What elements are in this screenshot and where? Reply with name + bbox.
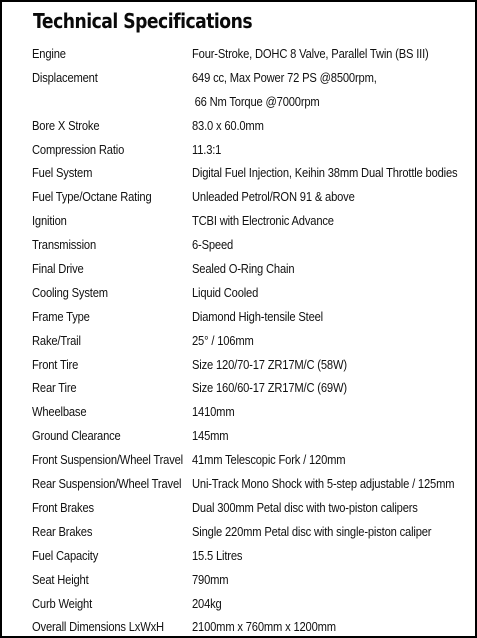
spec-label: Ignition [32,213,67,229]
spec-value: Diamond High-tensile Steel [192,308,324,324]
spec-value: 1410mm [192,404,235,420]
spec-row-ground-clearance [32,424,472,448]
spec-label: Rear Tire [32,380,77,396]
spec-row-transmission [32,233,472,257]
spec-value: 25° / 106mm [192,332,254,348]
spec-value: Size 120/70-17 ZR17M/C (58W) [192,356,347,372]
spec-label: Rear Suspension/Wheel Travel [32,476,182,492]
spec-row-rear-tire [32,376,472,400]
spec-label: Final Drive [32,261,84,277]
spec-value: TCBI with Electronic Advance [192,213,334,229]
spec-value: Size 160/60-17 ZR17M/C (69W) [192,380,347,396]
spec-label: Ground Clearance [32,428,121,444]
spec-row-cooling-system [32,281,472,305]
spec-value: Four-Stroke, DOHC 8 Valve, Parallel Twin (BS III) [192,46,429,61]
spec-value: Uni-Track Mono Shock with 5-step adjustable / 125mm [192,476,455,492]
spec-table [32,42,472,638]
spec-label: Front Suspension/Wheel Travel [32,452,183,468]
spec-row-ignition [32,209,472,233]
spec-label: Seat Height [32,571,89,587]
spec-value: 790mm [192,571,229,587]
spec-row-engine [32,42,472,66]
spec-label: Rake/Trail [32,332,81,348]
spec-label: Rear Brakes [32,523,93,539]
spec-row-displacement [32,66,472,114]
spec-label: Cooling System [32,284,108,300]
spec-row-wheelbase [32,400,472,424]
spec-value: Digital Fuel Injection, Keihin 38mm Dual Throttle bodies [192,165,458,181]
spec-row-bore-stroke [32,114,472,138]
spec-value: Single 220mm Petal disc with single-piston caliper [192,523,432,539]
spec-label: Bore X Stroke [32,117,100,133]
spec-label: Transmission [32,237,97,253]
spec-row-fuel-capacity [32,544,472,568]
spec-row-front-brakes [32,496,472,520]
spec-label: Fuel Type/Octane Rating [32,189,152,205]
spec-label: Compression Ratio [32,141,125,157]
spec-label: Displacement [32,69,98,85]
spec-value-line-2: 66 Nm Torque @7000rpm [194,93,320,109]
spec-label: Frame Type [32,308,90,324]
spec-label: Front Brakes [32,499,94,515]
spec-row-rear-brakes [32,520,472,544]
spec-value: 6-Speed [192,237,234,253]
spec-row-compression-ratio [32,138,472,162]
spec-label: Engine [32,46,66,61]
spec-value: Dual 300mm Petal disc with two-piston calipers [192,499,418,515]
spec-value [192,66,377,114]
spec-row-fuel-system [32,161,472,185]
spec-row-front-suspension [32,448,472,472]
spec-row-rear-suspension [32,472,472,496]
spec-label: Front Tire [32,356,79,372]
spec-value-line-1: 649 cc, Max Power 72 PS @8500rpm, [192,69,377,85]
spec-value: 2100mm x 760mm x 1200mm [192,619,336,635]
spec-value: 11.3:1 [192,141,222,157]
spec-row-final-drive [32,257,472,281]
spec-label: Fuel Capacity [32,547,99,563]
spec-value: 15.5 Litres [192,547,243,563]
spec-row-front-tire [32,353,472,377]
spec-row-overall-dimensions [32,615,472,638]
spec-value: 41mm Telescopic Fork / 120mm [192,452,346,468]
spec-label: Overall Dimensions LxWxH [32,619,164,635]
spec-value: Sealed O-Ring Chain [192,261,295,277]
spec-row-rake-trail [32,329,472,353]
page-title: Technical Specifications [33,9,253,33]
spec-value: 83.0 x 60.0mm [192,117,264,133]
spec-value: 204kg [192,595,222,611]
spec-value: 145mm [192,428,229,444]
spec-row-curb-weight [32,592,472,616]
spec-row-frame-type [32,305,472,329]
spec-row-seat-height [32,568,472,592]
spec-label: Fuel System [32,165,93,181]
spec-label: Curb Weight [32,595,93,611]
spec-value: Unleaded Petrol/RON 91 & above [192,189,355,205]
spec-value: Liquid Cooled [192,284,259,300]
spec-row-fuel-type [32,185,472,209]
spec-label: Wheelbase [32,404,87,420]
